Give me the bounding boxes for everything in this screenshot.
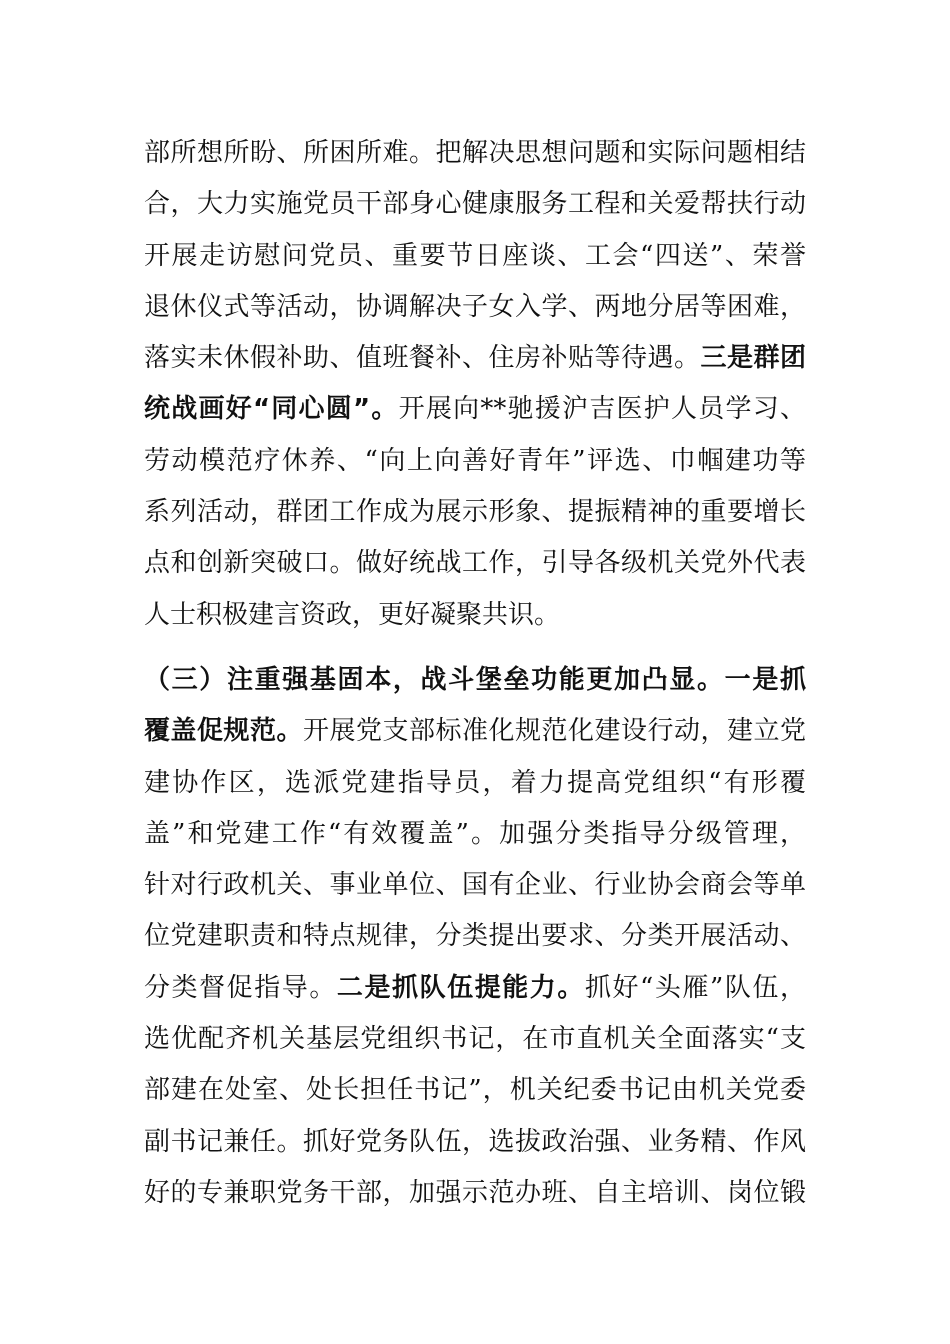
- text-line: [144, 231, 806, 282]
- text-line: [144, 1065, 806, 1116]
- text-line: [144, 487, 806, 538]
- text-run: 部所想所盼、所困所难。把解决思想问题和实际问题相结: [144, 138, 806, 168]
- text-line: [144, 860, 806, 911]
- text-line: [144, 128, 806, 179]
- text-run: 人士积极建言资政，更好凝聚共识。: [144, 599, 561, 630]
- text-run: 针对行政机关、事业单位、国有企业、行业协会商会等单: [144, 870, 806, 901]
- bold-text-run: 统战画好“同心圆”。: [144, 394, 399, 425]
- text-run: 分类督促指导。: [144, 972, 337, 1003]
- bold-text-run: 覆盖促规范。: [144, 716, 303, 747]
- text-line: [144, 809, 806, 860]
- text-run: 抓好“头雁”队伍，: [584, 972, 806, 1003]
- text-run: 盖”和党建工作“有效覆盖”。加强分类指导分级管理，: [144, 818, 806, 849]
- text-line: [144, 1168, 806, 1219]
- text-run: 开展向**驰援沪吉医护人员学习、: [398, 394, 806, 425]
- text-line: [144, 706, 806, 757]
- text-run: 退休仪式等活动，协调解决子女入学、两地分居等困难，: [144, 291, 806, 322]
- text-run: 好的专兼职党务干部，加强示范办班、自主培训、岗位锻: [144, 1177, 806, 1208]
- text-line: [144, 911, 806, 962]
- text-run: 劳动模范疗休养、“向上向善好青年”评选、巾帼建功等: [144, 445, 806, 476]
- bold-text-run: （三）注重强基固本，战斗堡垒功能更加凸显。一是抓: [144, 664, 806, 695]
- text-run: 开展党支部标准化规范化建设行动，建立党: [303, 716, 806, 747]
- text-run: 开展走访慰问党员、重要节日座谈、工会“四送”、荣誉: [144, 240, 806, 271]
- text-run: 系列活动，群团工作成为展示形象、提振精神的重要增长: [144, 497, 806, 528]
- text-run: 部建在处室、处长担任书记”，机关纪委书记由机关党委: [144, 1075, 806, 1106]
- bold-text-run: 二是抓队伍提能力。: [336, 972, 585, 1003]
- text-line: [144, 538, 806, 589]
- text-line: [144, 655, 806, 706]
- text-line: [144, 1014, 806, 1065]
- text-run: 副书记兼任。抓好党务队伍，选拔政治强、业务精、作风: [144, 1126, 806, 1157]
- text-run: 落实未休假补助、值班餐补、住房补贴等待遇。: [144, 343, 701, 374]
- text-line: [144, 436, 806, 487]
- text-line: [144, 1117, 806, 1168]
- text-run: 点和创新突破口。做好统战工作，引导各级机关党外代表: [144, 548, 806, 579]
- text-line: [144, 179, 806, 230]
- bold-text-run: 三是群团: [700, 343, 806, 374]
- text-line: [144, 384, 806, 435]
- text-line: [144, 590, 806, 641]
- text-line: [144, 758, 806, 809]
- paragraph-gap: [144, 641, 806, 655]
- text-line: [144, 963, 806, 1014]
- text-run: 选优配齐机关基层党组织书记，在市直机关全面落实“支: [144, 1024, 806, 1055]
- text-line: [144, 333, 806, 384]
- body-text: [144, 128, 806, 1219]
- text-run: 位党建职责和特点规律，分类提出要求、分类开展活动、: [144, 921, 806, 952]
- text-run: 建协作区，选派党建指导员，着力提高党组织“有形覆: [144, 767, 806, 798]
- text-run: 合，大力实施党员干部身心健康服务工程和关爱帮扶行动: [144, 189, 806, 220]
- text-line: [144, 282, 806, 333]
